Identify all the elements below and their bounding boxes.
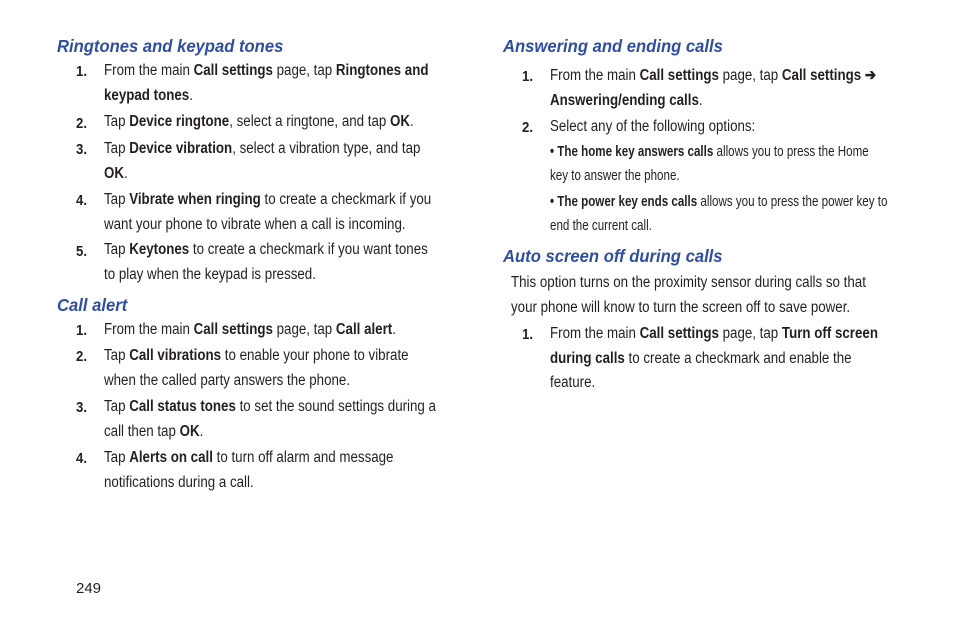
step-text: From the main Call settings page, tap Call settings ➔ Answering/ending calls.	[550, 67, 877, 109]
bold-term: OK	[104, 164, 124, 182]
bold-term: Call status tones	[129, 398, 236, 415]
bold-term: Call settings	[193, 62, 273, 79]
step-text: Tap Call vibrations to enable your phone to vibrate when the called party answers the phone.	[104, 347, 409, 389]
step-number: 1.	[522, 68, 534, 85]
bold-term: Alerts on call	[129, 449, 213, 466]
step-text: From the main Call settings page, tap Turn off screen during calls to create a checkmark and enable the feature.	[550, 325, 878, 391]
bold-term: Device ringtone	[129, 113, 230, 130]
bold-term: Call settings	[193, 321, 273, 338]
option-power-key: • The power key ends calls allows you to press the power key to end the current call.	[550, 194, 888, 234]
bold-term: OK	[390, 113, 411, 130]
bold-term: during calls	[550, 349, 625, 367]
heading-answering: Answering and ending calls	[503, 36, 723, 56]
bold-term: Call settings	[639, 325, 719, 342]
bold-term: • The power key ends calls	[550, 194, 698, 210]
step-number: 1.	[76, 322, 88, 339]
step-number: 2.	[76, 348, 88, 365]
bold-term: Ringtones and	[335, 62, 429, 79]
bold-term: Device vibration	[129, 140, 233, 157]
bold-term: Call settings ➔	[781, 67, 877, 84]
bold-term: OK	[179, 422, 200, 440]
step-text: Tap Device vibration, select a vibration type, and tap OK.	[104, 140, 421, 182]
bold-term: Keytones	[129, 241, 190, 258]
bold-term: • The home key answers calls	[550, 144, 714, 160]
step-text: Tap Keytones to create a checkmark if you want tones to play when the keypad is pressed.	[104, 241, 428, 283]
step-text: Tap Call status tones to set the sound settings during a call then tap OK.	[104, 398, 436, 440]
bold-term: Turn off screen	[781, 325, 878, 342]
heading-ringtones: Ringtones and keypad tones	[57, 36, 284, 56]
step-number: 3.	[76, 141, 88, 158]
step-number: 2.	[76, 115, 88, 132]
option-home-key: • The home key answers calls allows you to press the Home key to answer the phone.	[550, 144, 869, 184]
page-number: 249	[76, 580, 102, 597]
step-text: Select any of the following options:	[550, 118, 756, 135]
step-number: 4.	[76, 192, 88, 209]
step-text: Tap Vibrate when ringing to create a checkmark if you want your phone to vibrate when a call is incoming.	[104, 191, 432, 233]
bold-term: Call alert	[335, 321, 393, 338]
bold-term: keypad tones	[104, 86, 190, 104]
bold-term: Call vibrations	[129, 347, 222, 364]
bold-term: Vibrate when ringing	[129, 191, 261, 208]
heading-call-alert: Call alert	[57, 295, 128, 315]
bold-term: Answering/ending calls	[550, 91, 699, 109]
bold-term: Call settings	[639, 67, 719, 84]
step-number: 1.	[522, 326, 534, 343]
step-number: 2.	[522, 119, 534, 136]
step-number: 4.	[76, 450, 88, 467]
step-number: 5.	[76, 243, 88, 260]
step-number: 1.	[76, 63, 88, 80]
step-number: 3.	[76, 399, 88, 416]
step-text: From the main Call settings page, tap Call alert.	[104, 321, 396, 338]
heading-auto-screen-off: Auto screen off during calls	[503, 246, 723, 266]
step-text: From the main Call settings page, tap Ringtones and keypad tones.	[104, 62, 429, 104]
step-text: Tap Device ringtone, select a ringtone, and tap OK.	[104, 113, 414, 130]
intro-paragraph: This option turns on the proximity sensor during calls so that your phone will know to turn the screen off to save power.	[511, 274, 866, 316]
step-text: Tap Alerts on call to turn off alarm and message notifications during a call.	[104, 449, 394, 491]
